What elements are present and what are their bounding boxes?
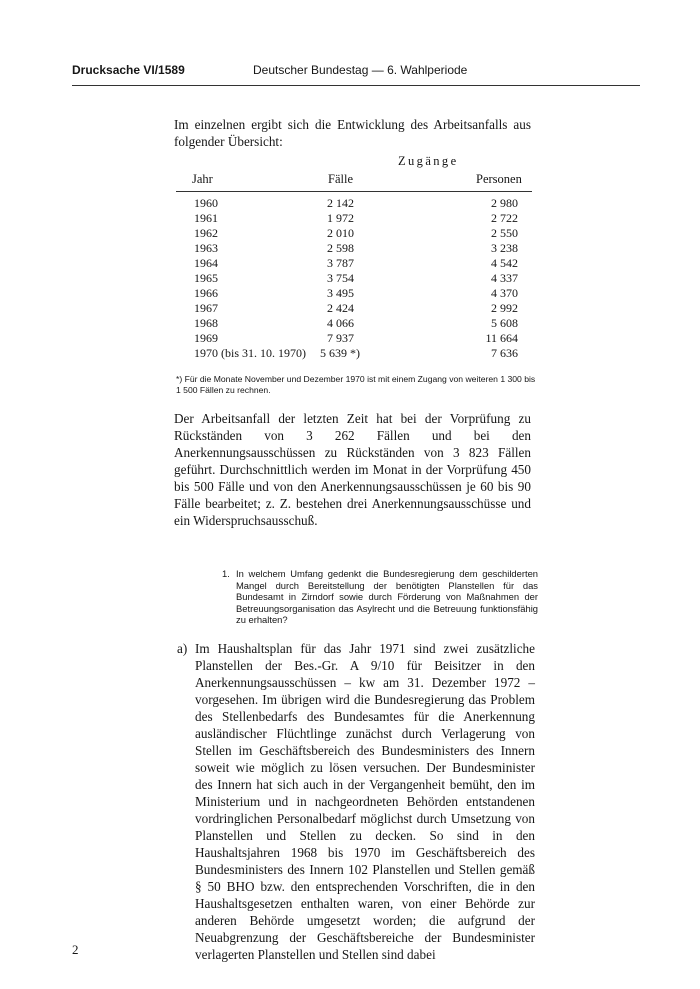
document-number: Drucksache VI/1589 [72,63,185,77]
cell-cases: 2 598 [327,241,354,255]
cell-year: 1963 [194,241,218,255]
column-header-year: Jahr [192,172,213,186]
table-row [176,226,532,241]
workload-paragraph: Der Arbeitsanfall der letzten Zeit hat bei der Vorprüfung zu Rückständen von 3 262 Fällen und bei den Anerkennungsausschüssen zu Rückständen von 3 823 Fällen geführt. Durchschnittlich werden im Monat in der Vorprüfung 450 bis 500 Fälle und von den Anerkennungsausschüssen je 60 bis 90 Fälle bearbeitet; z. Z. bestehen drei Anerkennungsausschüsse und ein Widerspruchsausschuß. [174,411,531,528]
cell-persons: 4 337 [491,271,518,285]
cell-cases: 3 754 [327,271,354,285]
cell-year: 1960 [194,196,218,210]
cell-year: 1969 [194,331,218,345]
cell-year: 1970 (bis 31. 10. 1970) [194,346,306,360]
cell-cases: 1 972 [327,211,354,225]
intro-text: Im einzelnen ergibt sich die Entwicklung des Arbeitsanfalls aus folgender Übersicht: [174,117,531,149]
table-row [176,301,532,316]
cell-cases: 2 010 [327,226,354,240]
cell-year: 1968 [194,316,218,330]
table-header-rule [176,191,532,192]
table-row [176,196,532,211]
table-row [176,256,532,271]
cell-cases: 7 937 [327,331,354,345]
cell-cases: 2 424 [327,301,354,315]
answer-label: a) [177,641,188,656]
cell-year: 1964 [194,256,218,270]
column-header-cases: Fälle [328,172,353,186]
question-block [222,568,538,626]
cell-cases: 2 142 [327,196,354,210]
table-footnote: *) Für die Monate November und Dezember 1970 ist mit einem Zugang von weiteren 1 300 bis 1 500 Fällen zu rechnen. [176,374,536,395]
table-row [176,211,532,226]
page-number: 2 [72,942,79,957]
table-row [176,286,532,301]
question-number: 1. [222,568,230,579]
cell-year: 1961 [194,211,218,225]
table-row [176,331,532,346]
cell-year: 1962 [194,226,218,240]
table-group-header: Zugänge [398,154,459,168]
publisher-title: Deutscher Bundestag — 6. Wahlperiode [253,63,468,77]
table-row [176,241,532,256]
cell-year: 1967 [194,301,218,315]
question-text: In welchem Umfang gedenkt die Bundesregierung dem geschilderten Mangel durch Bereitstellung der benötigten Planstellen für das Bundesamt in Zirndorf sowie durch Förderung von Maßnahmen der Betreuungsorganisation das Asylrecht und die Betreuung funktionsfähig zu erhalten? [236,568,538,625]
cell-persons: 5 608 [491,316,518,330]
cell-cases: 3 495 [327,286,354,300]
cell-cases: 3 787 [327,256,354,270]
cell-persons: 11 664 [485,331,518,345]
table-row [176,346,532,361]
cell-persons: 4 370 [491,286,518,300]
table-row [176,271,532,286]
table-row [176,316,532,331]
cell-year: 1965 [194,271,218,285]
cell-persons: 2 992 [491,301,518,315]
cell-persons: 2 980 [491,196,518,210]
column-header-persons: Personen [476,172,522,186]
cell-cases: 4 066 [327,316,354,330]
cell-persons: 4 542 [491,256,518,270]
cell-year: 1966 [194,286,218,300]
header-rule [72,85,640,86]
cell-persons: 2 550 [491,226,518,240]
cell-persons: 3 238 [491,241,518,255]
cell-cases: 5 639 *) [320,346,360,360]
answer-text: Im Haushaltsplan für das Jahr 1971 sind zwei zusätzliche Planstellen der Bes.-Gr. A 9/10 für Beisitzer in den Anerkennungsausschüssen – kw am 31. Dezember 1972 – vorgesehen. Im übrigen wird die Bundesregierung das Problem des Stellenbedarfs des Bundesamtes für die Anerkennung ausländischer Flüchtlinge zunächst durch Verlagerung von Stellen im Geschäftsbereich des Bundesministers des Innern soweit wie möglich zu lösen versuchen. Der Bundesminister des Innern hat sich auch in der Vergangenheit bemüht, den im Ministerium und in nachgeordneten Behörden entstandenen vordringlichen Personalbedarf möglichst durch Umsetzung von Planstellen und Stellen zu decken. So sind in den Haushaltsjahren 1968 bis 1970 im Geschäftsbereich des Bundesministers des Innern 102 Planstellen und Stellen gemäß § 50 BHO bzw. den entsprechenden Vorschriften, die in den Haushaltsgesetzen enthalten waren, von einer Behörde zur anderen Behörde umgesetzt worden; die aufgrund der Neuabgrenzung der Geschäftsbereiche der Bundesminister verlagerten Planstellen und Stellen sind dabei [195,641,535,962]
cell-persons: 7 636 [491,346,518,360]
cell-persons: 2 722 [491,211,518,225]
